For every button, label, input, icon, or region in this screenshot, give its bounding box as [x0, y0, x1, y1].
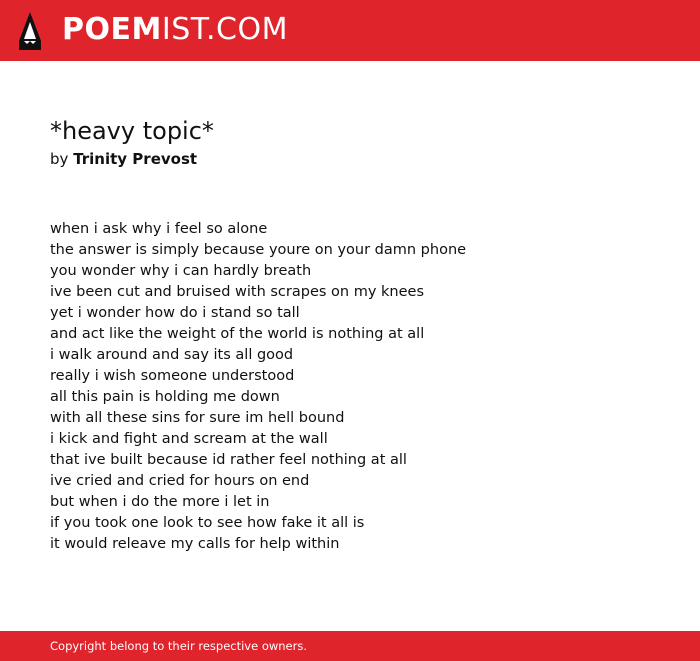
site-header [0, 0, 700, 61]
poem-line: the answer is simply because youre on your damn phone [50, 242, 467, 258]
poem-line: it would releave my calls for help within [50, 536, 340, 552]
poem-body [50, 219, 466, 555]
poem-author: Trinity Prevost [73, 150, 198, 168]
poem-line: that ive built because id rather feel nothing at all [50, 452, 407, 468]
pencil-icon[interactable] [18, 11, 42, 51]
poem-line: when i ask why i feel so alone [50, 221, 268, 237]
logo-brand-bold: POEM [62, 12, 162, 47]
poem-line: with all these sins for sure im hell bound [50, 410, 345, 426]
poem-line: but when i do the more i let in [50, 494, 270, 510]
poem-line: you wonder why i can hardly breath [50, 263, 312, 279]
poem-line: if you took one look to see how fake it all is [50, 515, 365, 531]
poem-line: and act like the weight of the world is nothing at all [50, 326, 425, 342]
poem-line: really i wish someone understood [50, 368, 295, 384]
poem-title: *heavy topic* [50, 117, 214, 145]
by-label: by [50, 150, 69, 168]
poem-line: i walk around and say its all good [50, 347, 294, 363]
copyright-notice: Copyright belong to their respective owners. [50, 639, 308, 653]
poem-line: ive been cut and bruised with scrapes on my knees [50, 284, 425, 300]
poem-line: ive cried and cried for hours on end [50, 473, 310, 489]
poem-byline [50, 149, 197, 169]
site-footer [0, 631, 700, 661]
logo-brand-light: IST.COM [161, 12, 288, 47]
poem-line: yet i wonder how do i stand so tall [50, 305, 300, 321]
poem-line: i kick and fight and scream at the wall [50, 431, 328, 447]
poem-line: all this pain is holding me down [50, 389, 280, 405]
site-logo[interactable] [62, 12, 288, 48]
